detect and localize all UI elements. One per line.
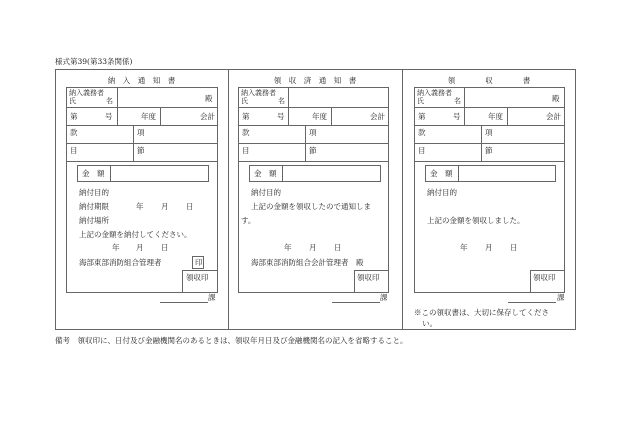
message: 上記の金額を領収したので通知しま [251, 202, 371, 211]
fiscal-year-label: 年度 [312, 112, 327, 121]
fiscal-year-label: 年度 [488, 112, 503, 121]
amount-label: 金 額 [430, 169, 453, 178]
form-caption: 様式第39(第33条関係) [55, 57, 133, 66]
fiscal-year-label: 年度 [141, 112, 156, 121]
seal-box: 印 [192, 256, 204, 269]
remarks: 備考 領収印に、日付及び金融機関名のあるときは、領収年月日及び金融機関名の記入を省略すること。 [55, 336, 408, 345]
account-label: 会計 [546, 112, 561, 121]
deadline-label: 納付期限 [79, 202, 109, 211]
keep-notice: ※この領収書は、大切に保存してくださ [414, 308, 549, 317]
purpose-label: 納付目的 [79, 188, 109, 197]
payer-label: 納入義務者 [241, 89, 276, 97]
account-label: 会計 [200, 112, 215, 121]
section-label: 課 [557, 293, 565, 302]
honorific: 殿 [552, 94, 560, 103]
panel-divider [228, 69, 229, 330]
section-underline [508, 302, 556, 303]
payer-label: 納入義務者 [417, 89, 452, 97]
section-underline [160, 302, 208, 303]
amount-label: 金 額 [254, 169, 277, 178]
section-label: 課 [380, 293, 388, 302]
panel-title: 領 収 済 通 知 書 [273, 76, 357, 85]
issuer: 海部東部消防組合会計管理者 殿 [251, 258, 364, 267]
honorific: 殿 [205, 94, 213, 103]
account-label: 会計 [370, 112, 385, 121]
panel-divider [402, 69, 403, 330]
issuer: 海部東部消防組合管理者 [79, 258, 162, 267]
place-label: 納付場所 [79, 216, 109, 225]
panel-title: 領 収 書 [447, 76, 531, 85]
message: 上記の金額を領収しました。 [427, 216, 525, 225]
purpose-label: 納付目的 [427, 188, 457, 197]
section-label: 課 [208, 293, 216, 302]
amount-label: 金 額 [82, 169, 105, 178]
section-underline [332, 302, 380, 303]
purpose-label: 納付目的 [251, 188, 281, 197]
panel-title: 納 入 通 知 書 [107, 76, 176, 85]
message: 上記の金額を納付してください。 [79, 230, 192, 239]
payer-label: 納入義務者 [69, 89, 104, 97]
